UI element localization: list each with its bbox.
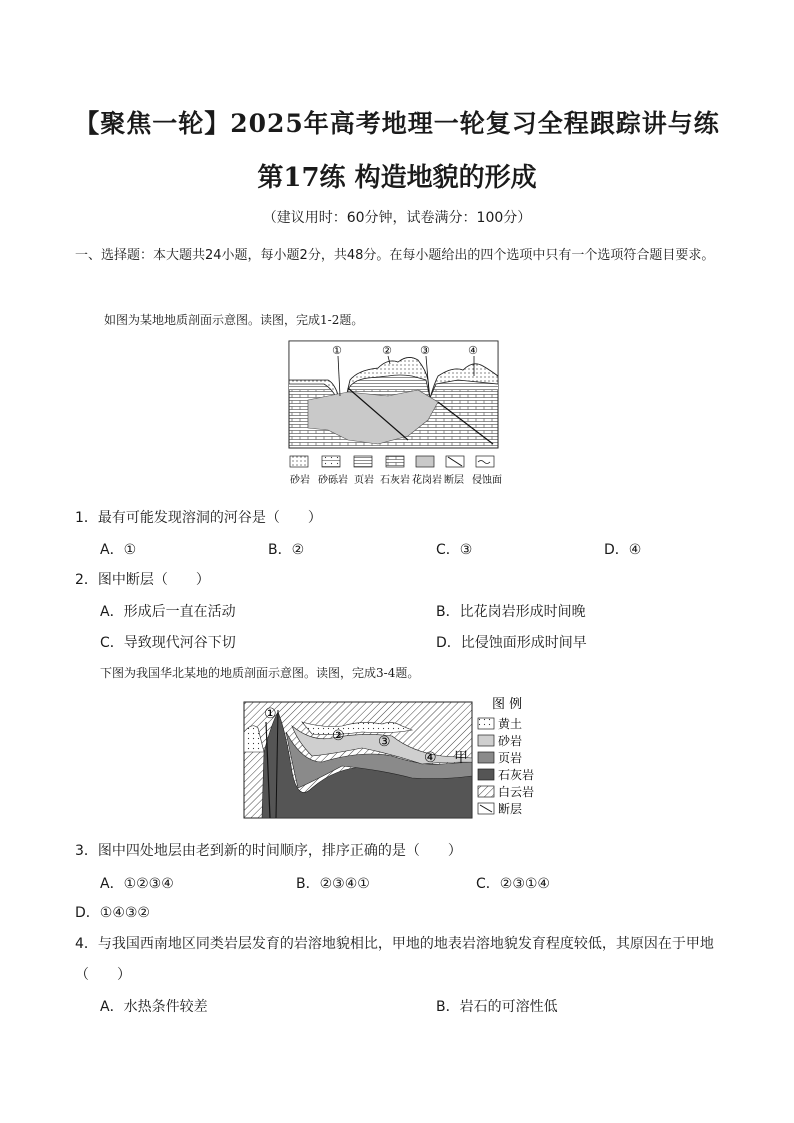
marker-4: ④ bbox=[424, 750, 437, 766]
q3-option-b[interactable]: B．②③④① bbox=[296, 876, 370, 892]
question-2-stem: 2．图中断层（ ） bbox=[75, 572, 210, 588]
legend-shale: 页岩 bbox=[498, 751, 523, 765]
lesson-title: 第17练 构造地貌的形成 bbox=[257, 163, 537, 193]
q3-option-a[interactable]: A．①②③④ bbox=[100, 876, 174, 892]
group2-intro: 下图为我国华北某地的地质剖面示意图。读图，完成3-4题。 bbox=[100, 666, 420, 680]
group1-intro: 如图为某地地质剖面示意图。读图，完成1-2题。 bbox=[104, 313, 364, 327]
legend-shale: 页岩 bbox=[354, 475, 374, 486]
q3-option-d[interactable]: D．①④③② bbox=[75, 905, 150, 921]
legend-erosion-surface: 侵蚀面 bbox=[472, 475, 502, 486]
geologic-section-figure-1 bbox=[288, 340, 502, 492]
legend-fault: 断层 bbox=[498, 802, 523, 816]
q1-option-c[interactable]: C．③ bbox=[436, 542, 473, 558]
legend-sandstone: 砂岩 bbox=[498, 734, 523, 748]
marker-jia: 甲 bbox=[454, 750, 468, 766]
q1-option-d[interactable]: D．④ bbox=[604, 542, 642, 558]
q2-option-b[interactable]: B．比花岗岩形成时间晚 bbox=[436, 604, 586, 620]
question-3-stem: 3．图中四处地层由老到新的时间顺序，排序正确的是（ ） bbox=[75, 843, 462, 859]
marker-1: ① bbox=[264, 706, 277, 722]
marker-4: ④ bbox=[468, 344, 478, 357]
section-instructions: 一、选择题：本大题共24小题，每小题2分，共48分。在每小题给出的四个选项中只有一个选项符合题目要求。 bbox=[75, 248, 715, 263]
legend-loess: 黄土 bbox=[498, 717, 523, 731]
q1-option-b[interactable]: B．② bbox=[268, 542, 305, 558]
marker-2: ② bbox=[332, 728, 345, 744]
marker-3: ③ bbox=[420, 344, 430, 357]
marker-2: ② bbox=[382, 344, 392, 357]
q2-option-d[interactable]: D．比侵蚀面形成时间早 bbox=[436, 635, 587, 651]
q2-option-a[interactable]: A．形成后一直在活动 bbox=[100, 604, 236, 620]
q1-option-a[interactable]: A．① bbox=[100, 542, 137, 558]
question-4-stem: 4．与我国西南地区同类岩层发育的岩溶地貌相比，甲地的地表岩溶地貌发育程度较低，其原因在于甲地 bbox=[75, 936, 714, 952]
q2-option-c[interactable]: C．导致现代河谷下切 bbox=[100, 635, 236, 651]
legend-granite: 花岗岩 bbox=[412, 475, 442, 486]
marker-3: ③ bbox=[378, 734, 391, 750]
legend-title: 图 例 bbox=[492, 697, 523, 712]
legend-dolomite: 白云岩 bbox=[498, 785, 535, 799]
marker-1: ① bbox=[332, 344, 342, 357]
document-title: 【聚焦一轮】2025年高考地理一轮复习全程跟踪讲与练 bbox=[74, 109, 720, 138]
q3-option-c[interactable]: C．②③①④ bbox=[476, 876, 550, 892]
legend-sandstone: 砂岩 bbox=[290, 475, 310, 486]
question-1-stem: 1．最有可能发现溶洞的河谷是（ ） bbox=[75, 510, 322, 526]
question-4-stem-bracket: （ ） bbox=[75, 967, 131, 983]
legend-limestone: 石灰岩 bbox=[498, 768, 535, 782]
legend-fault: 断层 bbox=[444, 475, 464, 486]
legend-limestone: 石灰岩 bbox=[380, 475, 410, 486]
time-score-note: （建议用时：60分钟，试卷满分：100分） bbox=[262, 210, 532, 226]
q4-option-a[interactable]: A．水热条件较差 bbox=[100, 999, 208, 1015]
q4-option-b[interactable]: B．岩石的可溶性低 bbox=[436, 999, 558, 1015]
geologic-section-figure-2 bbox=[242, 692, 554, 824]
legend-conglomerate: 砂砾岩 bbox=[318, 475, 348, 486]
